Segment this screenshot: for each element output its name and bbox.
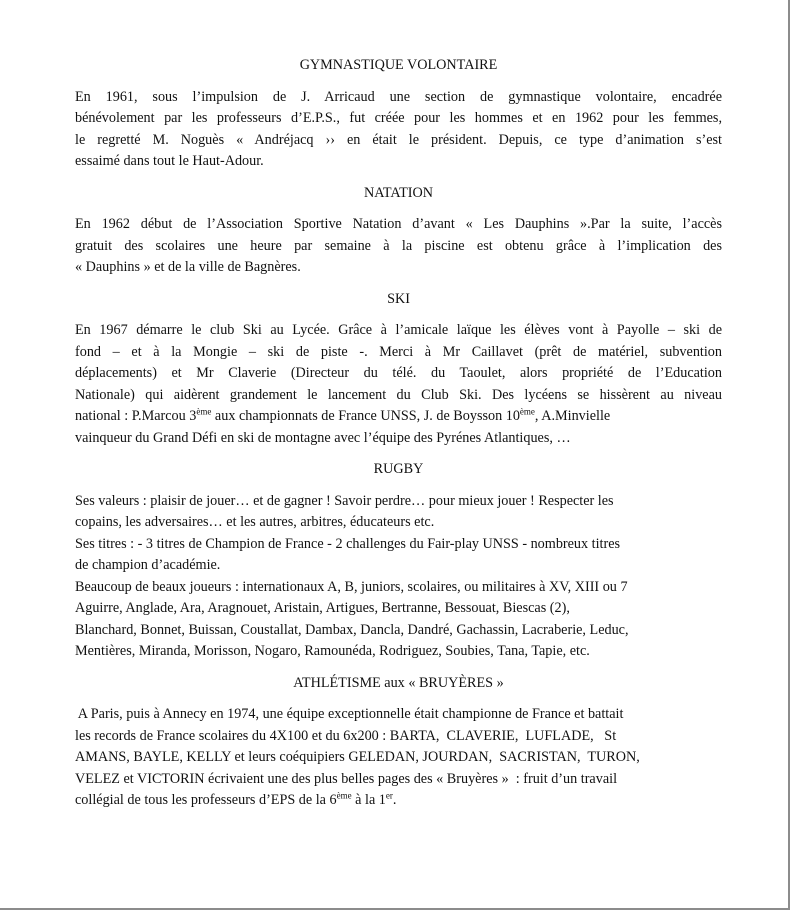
- section-text-athletisme: [75, 704, 722, 812]
- text-fragment: , A.Minvielle: [534, 408, 611, 424]
- text-line: gratuit des scolaires une heure par semaine à la piscine est obtenu grâce à l’implication des: [75, 237, 722, 254]
- section-title-athletisme: ATHLÉTISME aux « BRUYÈRES »: [293, 674, 504, 691]
- text-fragment: à la 1: [351, 792, 386, 808]
- text-line: Nationale) qui aidèrent grandement le lancement du Club Ski. Des lycéens se hissèrent au niveau: [75, 386, 722, 403]
- section-text-gymnastique: [75, 87, 722, 173]
- text-line: le regretté M. Noguès « Andréjacq ›› en était le président. Depuis, ce type d’animation s’est: [75, 131, 722, 148]
- text-line: « Dauphins » et de la ville de Bagnères.: [75, 259, 301, 275]
- superscript: ème: [336, 790, 352, 801]
- text-line: En 1967 démarre le club Ski au Lycée. Grâce à l’amicale laïque les élèves vont à Payolle – ski de: [75, 322, 722, 338]
- text-fragment: national : P.Marcou 3: [75, 408, 197, 424]
- text-line: copains, les adversaires… et les autres, arbitres, éducateurs etc.: [75, 514, 435, 530]
- text-line: les records de France scolaires du 4X100 et du 6x200 : BARTA, CLAVERIE, LUFLADE, St: [75, 727, 617, 744]
- text-line: de champion d’académie.: [75, 557, 221, 573]
- section-title-ski: SKI: [387, 290, 410, 307]
- document-body: [75, 55, 722, 822]
- superscript: ème: [196, 406, 212, 417]
- section-text-ski: [75, 320, 722, 449]
- superscript: er: [385, 790, 393, 801]
- text-line: En 1962 début de l’Association Sportive Natation d’avant « Les Dauphins ».Par la suite, l’accès: [75, 216, 722, 232]
- section-title-gymnastique: GYMNASTIQUE VOLONTAIRE: [299, 57, 498, 73]
- text-line: Aguirre, Anglade, Ara, Aragnouet, Aristain, Artigues, Bertranne, Bessouat, Biescas (2),: [75, 600, 570, 616]
- section-text-rugby: [75, 491, 722, 663]
- superscript: ème: [519, 406, 535, 417]
- text-line: A Paris, puis à Annecy en 1974, une équipe exceptionnelle était championne de France et battait: [75, 706, 624, 722]
- text-line: En 1961, sous l’impulsion de J. Arricaud une section de gymnastique volontaire, encadrée: [75, 88, 722, 105]
- text-line: Blanchard, Bonnet, Buissan, Coustallat, Dambax, Dancla, Dandré, Gachassin, Lacraberie, Leduc,: [75, 621, 629, 638]
- text-line: AMANS, BAYLE, KELLY et leurs coéquipiers GELEDAN, JOURDAN, SACRISTAN, TURON,: [75, 749, 640, 765]
- text-line: bénévolement par les professeurs d’E.P.S., fut créée pour les hommes et en 1962 pour les femmes,: [75, 110, 722, 126]
- text-line: vainqueur du Grand Défi en ski de montagne avec l’équipe des Pyrénes Atlantiques, …: [75, 429, 571, 446]
- section-text-natation: [75, 214, 722, 279]
- text-line: Mentières, Miranda, Morisson, Nogaro, Ramounéda, Rodriguez, Soubies, Tana, Tapie, etc.: [75, 643, 590, 659]
- text-fragment: collégial de tous les professeurs d’EPS de la 6: [75, 792, 337, 808]
- text-line: fond – et à la Mongie – ski de piste -. Merci à Mr Caillavet (prêt de matériel, subvention: [75, 343, 722, 360]
- text-line: essaimé dans tout le Haut-Adour.: [75, 153, 264, 169]
- text-line: Beaucoup de beaux joueurs : internationaux A, B, juniors, scolaires, ou militaires à XV, XIII ou 7: [75, 578, 628, 595]
- text-line: [75, 790, 722, 812]
- text-line: Ses valeurs : plaisir de jouer… et de gagner ! Savoir perdre… pour mieux jouer ! Respecter les: [75, 492, 614, 509]
- text-line: déplacements) et Mr Claverie (Directeur du télé. du Taoulet, alors propriété de l’Education: [75, 365, 722, 381]
- text-fragment: .: [392, 792, 397, 808]
- section-title-rugby: RUGBY: [373, 461, 424, 477]
- text-line: [75, 406, 722, 428]
- text-fragment: aux championnats de France UNSS, J. de Boysson 10: [211, 408, 520, 424]
- text-line: Ses titres : - 3 titres de Champion de France - 2 challenges du Fair-play UNSS - nombreux titres: [75, 535, 621, 552]
- text-line: VELEZ et VICTORIN écrivaient une des plus belles pages des « Bruyères » : fruit d’un travail: [75, 770, 618, 787]
- section-title-natation: NATATION: [363, 184, 433, 201]
